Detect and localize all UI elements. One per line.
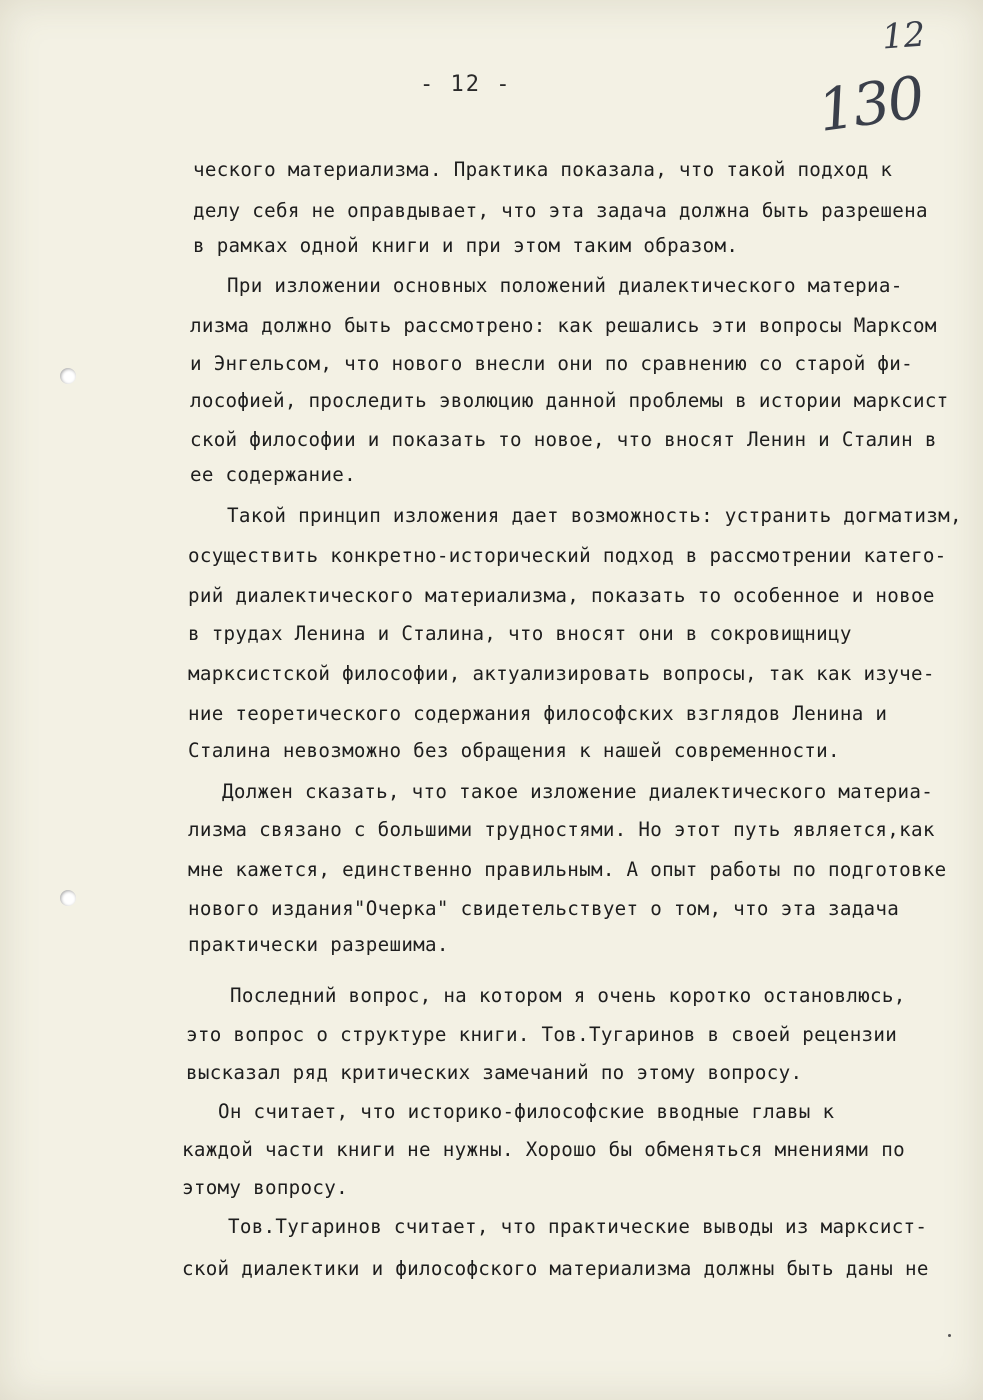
text-line: Он считает, что историко-философские вводные главы к [218, 1100, 835, 1123]
page-number: - 12 - [420, 72, 512, 97]
text-line: Последний вопрос, на котором я очень коротко остановлюсь, [230, 984, 906, 1007]
text-line: мне кажется, единственно правильным. А опыт работы по подготовке [188, 858, 947, 881]
text-line: ской философии и показать то новое, что вносят Ленин и Сталин в [190, 428, 937, 451]
text-line: При изложении основных положений диалектического материа- [227, 274, 903, 297]
paper-speck [948, 1334, 951, 1337]
punch-hole [60, 368, 76, 384]
text-line: практически разрешима. [188, 933, 449, 956]
text-line: лософией, проследить эволюцию данной проблемы в истории марксист [190, 389, 949, 412]
archive-folio-number: 130 [813, 63, 927, 145]
text-line: осуществить конкретно-исторический подход в рассмотрении катего- [188, 544, 947, 567]
text-line: лизма должно быть рассмотрено: как решались эти вопросы Марксом [190, 314, 937, 337]
text-line: каждой части книги не нужны. Хорошо бы обменяться мнениями по [182, 1138, 905, 1161]
text-line: марксистской философии, актуализировать вопросы, так как изуче- [188, 662, 935, 685]
text-line: ее содержание. [190, 463, 356, 486]
text-line: рий диалектического материализма, показать то особенное и новое [188, 584, 935, 607]
archive-folio-number-top: 12 [880, 14, 927, 58]
text-line: Должен сказать, что такое изложение диалектического материа- [222, 780, 934, 803]
text-line: в рамках одной книги и при этом таким образом. [193, 234, 739, 257]
text-line: ской диалектики и философского материализма должны быть даны не [182, 1257, 929, 1280]
text-line: нового издания"Очерка" свидетельствует о том, что эта задача [188, 897, 900, 920]
text-line: Тов.Тугаринов считает, что практические выводы из марксист- [228, 1215, 928, 1238]
text-line: лизма связано с большими трудностями. Но этот путь является,как [188, 818, 935, 841]
text-line: делу себя не оправдывает, что эта задача должна быть разрешена [193, 199, 928, 222]
text-line: этому вопросу. [182, 1176, 348, 1199]
text-line: ческого материализма. Практика показала, что такой подход к [193, 158, 893, 181]
text-line: ние теоретического содержания философских взглядов Ленина и [188, 702, 888, 725]
text-line: Такой принцип изложения дает возможность: устранить догматизм, [227, 504, 962, 527]
punch-hole [60, 890, 76, 906]
text-line: в трудах Ленина и Сталина, что вносят они в сокровищницу [188, 622, 852, 645]
text-line: это вопрос о структуре книги. Тов.Тугаринов в своей рецензии [186, 1023, 898, 1046]
text-line: и Энгельсом, что нового внесли они по сравнению со старой фи- [190, 352, 913, 375]
text-line: Сталина невозможно без обращения к нашей современности. [188, 739, 840, 762]
text-line: высказал ряд критических замечаний по этому вопросу. [186, 1061, 803, 1084]
